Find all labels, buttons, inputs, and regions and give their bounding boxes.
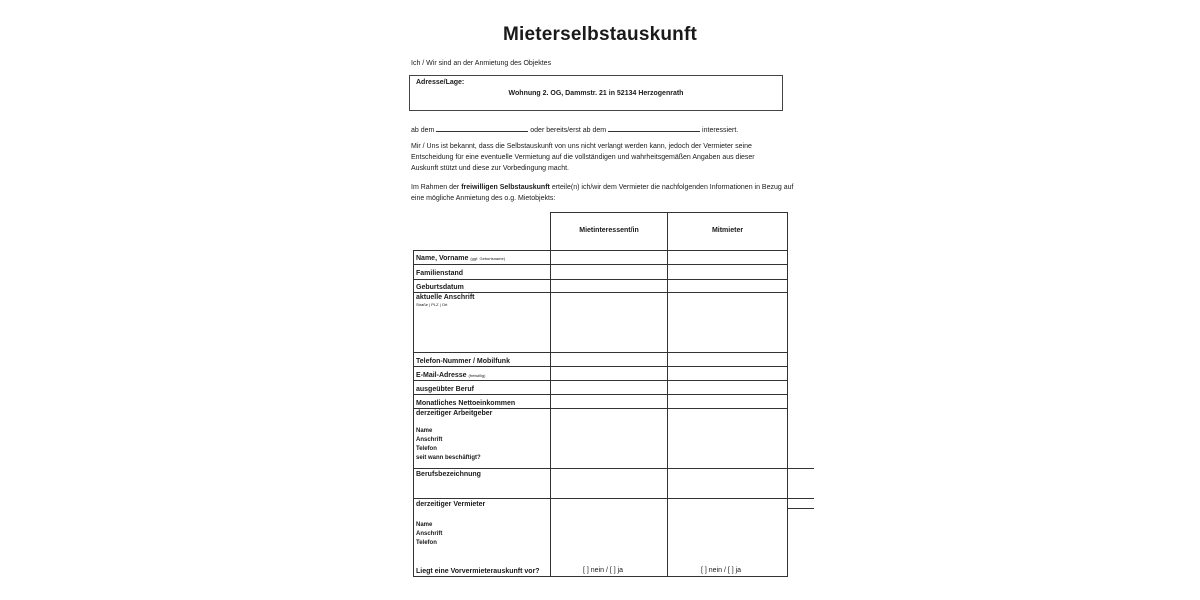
row-label-name (416, 254, 505, 263)
row-label-arbeitgeber-details (416, 427, 481, 463)
row-label-anschrift-sub: Straße | PLZ | Ort (416, 302, 448, 307)
paragraph-2-post: erteile(n) ich/wir dem Vermieter die nachfolgenden Informationen in Bezug auf eine mögliche Anmietung des o.g. Mietobjekts: (411, 184, 794, 202)
address-label: Adresse/Lage: (416, 79, 465, 86)
row-label-anschrift-text: aktuelle Anschrift (416, 294, 475, 301)
row-label-vermieter-details (416, 521, 442, 548)
ag-telefon-label: Telefon (416, 446, 437, 452)
row-label-email (416, 371, 485, 380)
address-value: Wohnung 2. OG, Dammstr. 21 in 52134 Herzogenrath (508, 90, 684, 97)
date-blank-2[interactable] (608, 123, 700, 132)
row-label-netto: Monatliches Nettoeinkommen (416, 400, 516, 407)
date-line (411, 123, 831, 136)
row-label-anschrift (416, 293, 474, 307)
paragraph-2 (411, 182, 801, 204)
row-label-familienstand: Familienstand (416, 270, 464, 277)
row-label-arbeitgeber: derzeitiger Arbeitgeber (416, 410, 493, 417)
row-label-telefon: Telefon-Nummer / Mobilfunk (416, 358, 510, 365)
date-line-middle: oder bereits/erst ab dem (530, 127, 607, 134)
ag-name-label: Name (416, 428, 433, 434)
vorvermieter-check-mitmieter[interactable]: [ ] nein / [ ] ja (701, 567, 742, 574)
row-label-email-sub: (freiwillig) (468, 373, 486, 378)
vm-anschrift-label: Anschrift (416, 531, 443, 537)
row-label-beruf: ausgeübter Beruf (416, 386, 474, 393)
vm-telefon-label: Telefon (416, 540, 437, 546)
column-header-mitmieter: Mitmieter (711, 227, 744, 234)
document-title: Mieterselbstauskunft (502, 24, 698, 45)
row-label-geburtsdatum: Geburtsdatum (416, 284, 464, 291)
row-label-name-text: Name, Vorname (416, 255, 469, 262)
row-label-name-sub: (ggf. Geburtsname) (470, 256, 506, 261)
paragraph-1: Mir / Uns ist bekannt, dass die Selbstauskunft von uns nicht verlangt werden kann, jedoch der Vermieter seine Entscheidung für eine eventuelle Vermietung auf die vollständigen und wahrheitsgemäßen Angaben aus dieser Auskunft stützt und diese zur Vorbedingung macht. (411, 143, 755, 172)
vorvermieter-check-mietinteressent[interactable]: [ ] nein / [ ] ja (583, 567, 624, 574)
row-label-berufsbezeichnung: Berufsbezeichnung (416, 471, 481, 478)
date-blank-1[interactable] (436, 123, 528, 132)
row-label-vorvermieter: Liegt eine Vorvermieterauskunft vor? (416, 568, 540, 575)
address-box (409, 75, 783, 111)
row-label-email-text: E-Mail-Adresse (416, 372, 467, 379)
ag-seit-label: seit wann beschäftigt? (416, 455, 481, 461)
date-line-end: interessiert. (702, 127, 739, 134)
date-line-ab: ab dem (411, 127, 435, 134)
column-header-mietinteressent: Mietinteressent/in (579, 227, 639, 234)
intro-text: Ich / Wir sind an der Anmietung des Objektes (411, 60, 552, 67)
paragraph-2-bold: freiwilligen Selbstauskunft (461, 184, 550, 191)
paragraph-2-pre: Im Rahmen der (411, 184, 462, 191)
ag-anschrift-label: Anschrift (416, 437, 443, 443)
vm-name-label: Name (416, 522, 433, 528)
row-label-vermieter: derzeitiger Vermieter (416, 501, 486, 508)
